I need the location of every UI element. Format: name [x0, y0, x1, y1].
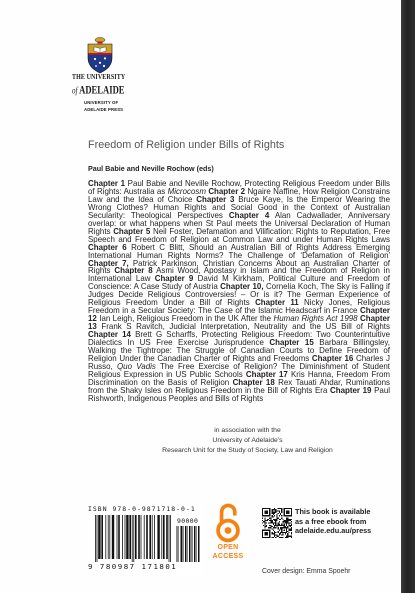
chapter-text: Microcosm: [167, 186, 206, 196]
book-title: Freedom of Religion under Bills of Rights: [88, 139, 285, 151]
chapter-entry: [88, 243, 390, 260]
chapter-text: Paul Rishworth, Indigenous Peoples and Bills of Rights: [88, 385, 390, 403]
chapter-label: Chapter 16: [311, 353, 354, 363]
chapter-label: Chapter 10,: [220, 282, 264, 292]
chapter-label: Chapter 19: [330, 385, 372, 395]
chapter-text: Charles J Russo,: [88, 353, 390, 371]
isbn-barcode: [88, 503, 202, 575]
chapter-text: Barbara Billingsley, Walking the Tightrope: The Struggle of Canadian Courts to Define Freedom of Religion Under the Canadian Charter of Rights and Freedoms: [88, 338, 390, 363]
barcode-addon-label: 90000: [177, 517, 199, 525]
cover-design-credit: Cover design: Emma Spoehr: [262, 568, 351, 575]
open-access-line2: ACCESS: [212, 552, 244, 560]
chapter-label: Chapter 9: [154, 274, 194, 284]
chapter-text: Brett G Scharffs, Protecting Religious Freedom: Two Counterintuitive Dialectics In US Free Exercise Jurisprudence: [88, 330, 391, 348]
university-name-main: ADELAIDE: [79, 83, 125, 96]
chapter-text: Bruce Kaye, Is the Emperor Wearing the Wrong Clothes? Human Rights and Social Good in the Context of Australian Secularity: Theological Perspectives: [88, 194, 390, 220]
open-access-line1: OPEN: [217, 544, 239, 551]
chapter-entry: [88, 227, 390, 244]
isbn-label: ISBN 978-0-9871718-0-1: [88, 505, 196, 513]
chapter-label: Chapter 14: [88, 330, 131, 340]
chapter-text: Nicky Jones, Religious Freedom in a Secular Society: The Case of the Islamic Headscarf in France: [88, 298, 390, 316]
chapter-label: Chapter 11: [255, 298, 299, 308]
qr-code-icon: [262, 508, 292, 538]
chapter-label: Chapter 2: [208, 186, 246, 196]
isbn-barcode-icon: [95, 515, 171, 562]
barcode-digits: 9 780987 171801: [88, 562, 178, 571]
ebook-note-line: This book is available: [295, 507, 371, 516]
open-access-label: [206, 544, 250, 561]
university-name-line1: THE UNIVERSITY: [72, 74, 126, 82]
press-name-line1: UNIVERSITY OF: [84, 100, 119, 105]
association-line: in association with the: [214, 427, 281, 434]
chapter-text: Ngaire Naffine, How Religion Constrains Law and the Idea of Choice: [88, 186, 390, 204]
chapter-label: Chapter 6: [88, 242, 127, 252]
ebook-note: [295, 507, 371, 536]
university-logo: [72, 36, 142, 116]
barcode-addon-icon: [176, 526, 200, 562]
chapter-label: Chapter 12: [88, 306, 390, 324]
chapter-text: Rex Tauati Ahdar, Ruminations from the Shaky Isles on Religious Freedom in the Bill of Rights Era: [88, 377, 390, 395]
chapter-label: Chapter 7,: [88, 258, 129, 268]
press-name-line2: ADELAIDE PRESS: [84, 106, 124, 112]
book-editors: Paul Babie and Neville Rochow (eds): [88, 164, 214, 173]
chapter-label: Chapter 1: [88, 179, 126, 188]
ebook-link[interactable]: adelaide.edu.au/press: [295, 526, 372, 536]
association-line: University of Adelaide’s: [212, 437, 283, 444]
chapter-text: Cornelia Koch, The Sky is Falling if Judges Decide Religious Controversies! – Or is it? The German Experience of Religious Freedom Under a Bill of Rights: [88, 282, 390, 308]
chapter-text: Paul Babie and Neville Rochow, Protecting Religious Freedom under Bills of Rights: Australia as: [88, 179, 390, 196]
chapter-label: Chapter 5: [113, 226, 151, 236]
chapter-text: Ian Leigh, Religious Freedom in the UK After the: [99, 314, 274, 324]
chapter-label: Chapter 4: [228, 210, 270, 220]
chapter-text: Kris Hanna, Freedom From Discrimination on the Basis of Religion: [88, 369, 390, 387]
university-name-prefix: of: [72, 85, 78, 96]
spine-edge: [401, 0, 415, 593]
ebook-note-line: as a free ebook from: [295, 516, 367, 526]
chapter-text: Neil Foster, Defamation and Vilification: Rights to Reputation, Free Speech and Freedom of Religion at Common Law and under Human Rights Laws: [88, 226, 390, 244]
association-note: [150, 426, 345, 456]
chapter-text: Frank S Ravitch, Judicial Interpretation, Neutrality and the US Bill of Rights: [101, 322, 390, 332]
chapter-label: Chapter 3: [196, 194, 235, 204]
association-line: Research Unit for the Study of Society, Law and Religion: [162, 447, 333, 454]
chapter-list: [88, 180, 390, 403]
chapter-text: Alan Cadwallader, Anniversary overlap: or what happens when St Paul meets the Universal Declaration of Human Rights: [88, 210, 390, 236]
chapter-label: Chapter 13: [88, 314, 390, 332]
chapter-text: Quo Vadis: [117, 361, 156, 371]
chapter-text: David M Kirkham, Political Culture and Freedom of Conscience: A Case Study of Austria: [88, 274, 390, 292]
chapter-label: Chapter 17: [245, 369, 288, 379]
chapter-label: Chapter 8: [114, 266, 153, 276]
chapter-text: Robert C Blitt, Should an Australian Bill of Rights Address Emerging International Human Rights Norms? The Challenge of ‘Defamation of Religion’: [88, 242, 390, 260]
university-name-line2: [72, 83, 125, 96]
chapter-text: Human Rights Act 1998: [273, 314, 358, 324]
chapter-text: Patrick Parkinson, Christian Concerns About an Australian Charter of Rights: [88, 258, 390, 276]
university-crest-icon: [84, 36, 116, 74]
chapter-label: Chapter 18: [232, 377, 275, 387]
chapter-label: Chapter 15: [269, 338, 314, 348]
open-access-lock-icon: [213, 501, 243, 543]
chapter-text: The Free Exercise of Religion? The Diminishment of Student Religious Expression in US Public Schools: [88, 361, 390, 379]
chapter-text: Asmi Wood, Apostasy in Islam and the Freedom of Religion in International Law: [88, 266, 390, 284]
